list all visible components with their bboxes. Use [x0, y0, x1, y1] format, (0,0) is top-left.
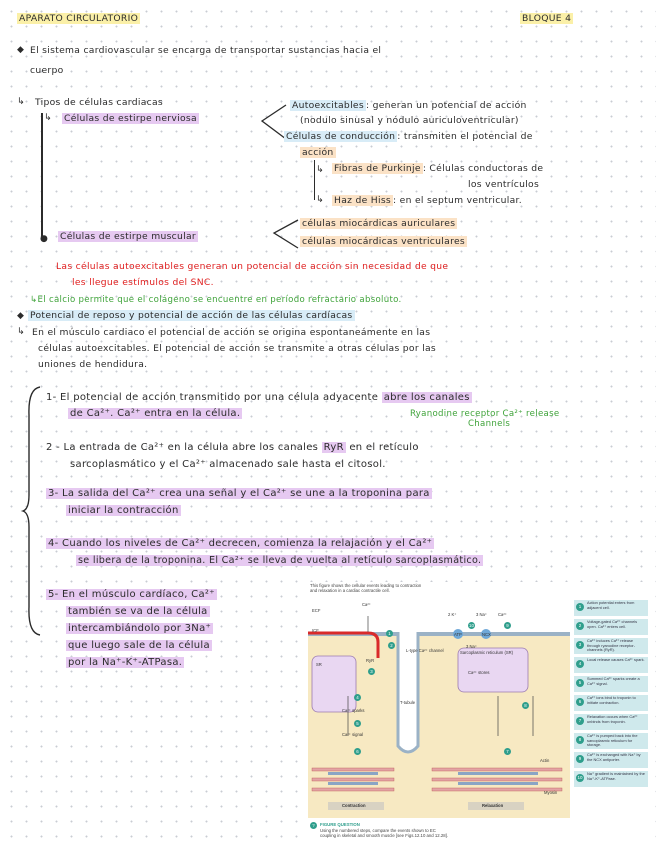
figure-side-step: 4 Local release causes Ca²⁺ spark.	[574, 657, 648, 673]
ncx-label: NCX	[482, 632, 491, 637]
figure-step-badge: 2	[388, 642, 395, 649]
types-arrow-icon: ↳	[17, 96, 25, 107]
step-2-line-1: 2 - La entrada de Ca²⁺ en la célula abre los canales RyR en el retículo	[46, 442, 419, 453]
purkinje-arrow-icon: ↳	[316, 164, 324, 175]
figure-step-badge: 9	[504, 622, 511, 629]
ca-out-label: Ca²⁺	[498, 612, 507, 617]
nervous-arrow-icon: ↳	[44, 112, 52, 123]
contraction-label: Contraction	[342, 803, 366, 808]
step-5-line-4: que luego sale de la célula	[68, 640, 210, 651]
figure-step-badge: 10	[469, 623, 474, 628]
step-5-line-1: 5- En el músculo cardíaco, Ca²⁺	[48, 589, 215, 600]
figure-side-step: 6 Ca²⁺ ions bind to troponin to initiate contraction.	[574, 695, 648, 711]
actin-label: Actin	[540, 758, 550, 763]
figure-step-badge: 5	[354, 720, 361, 727]
signal-label: Ca²⁺ signal	[342, 732, 364, 737]
section2-p3: uniones de hendidura.	[38, 359, 148, 370]
figure-step-badge: 8	[522, 702, 529, 709]
figure-side-step: 10 Na⁺ gradient is maintained by the Na⁺-K⁺-ATPase.	[574, 771, 648, 787]
figure-step-badge: 3	[368, 668, 375, 675]
figure-side-step: 2 Voltage-gated Ca²⁺ channels open. Ca²⁺ enters cell.	[574, 619, 648, 635]
cardiac-cell-diagram	[308, 596, 570, 818]
figure-question-1: Using the numbered steps, compare the events shown to EC	[320, 828, 436, 833]
autoexcitable-line: Autoexcitables : generan un potencial de acción	[292, 100, 527, 111]
purkinje-desc: los ventrículos	[468, 179, 540, 190]
figure-caption-2: and relaxation in a cardiac contractile cell.	[310, 588, 390, 593]
section2-arrow-icon: ↳	[17, 326, 25, 337]
step-3-line-2: iniciar la contracción	[68, 505, 179, 516]
sr-label: SR	[316, 662, 322, 667]
ryr-note: Ryanodine receptor Ca²⁺ release Channels	[410, 409, 560, 429]
na3b-label: 3 Na⁺	[466, 644, 478, 649]
his-arrow-icon: ↳	[316, 194, 324, 205]
step-5-line-2: también se va de la célula	[68, 606, 208, 617]
figure-side-step: 9 Ca²⁺ is exchanged with Na⁺ by the NCX antiporter.	[574, 752, 648, 768]
steps-brace	[22, 385, 42, 637]
purkinje-line: Fibras de Purkinje : Células conductoras de	[334, 163, 544, 174]
figure-step-badge: 6	[354, 748, 361, 755]
green-note: ↳El calcio permite que el colágeno se encuentre en período refractario absoluto.	[30, 295, 402, 305]
page-title: APARATO CIRCULATORIO	[19, 13, 139, 24]
autoexcitable-desc: (nodulo sinusal y nódulo auriculoventricular)	[300, 115, 519, 126]
figure-question-2: coupling in skeletal and smooth muscle [see Figs.12.10 and 12.28].	[320, 833, 449, 838]
ca-ecf-label: Ca²⁺	[362, 602, 371, 607]
figure-step-badge: 1	[386, 630, 393, 637]
figure-step-badge: 7	[504, 748, 511, 755]
section2-title: Potencial de reposo y potencial de acción de las células cardíacas	[30, 310, 353, 321]
muscular-bullet-icon: ●	[40, 234, 49, 244]
figure-side-step: 1 Action potential enters from adjacent cell.	[574, 600, 648, 616]
atp-label: ATP	[454, 632, 462, 637]
figure-side-step: 5 Summed Ca²⁺ sparks create a Ca²⁺ signal.	[574, 676, 648, 692]
conduction-desc: acción	[302, 147, 334, 158]
bullet-icon: ◆	[17, 45, 25, 55]
figure-caption-1: This figure shows the cellular events leading to contraction	[310, 583, 422, 588]
question-icon: ?	[310, 822, 317, 829]
section2-p2: células autoexcitables. El potencial de acción se transmite a otras células por las	[38, 343, 437, 354]
step-4-line-1: 4- Cuando los niveles de Ca²⁺ decrecen, comienza la relajación y el Ca²⁺	[48, 538, 433, 549]
figure-side-step: 8 Ca²⁺ is pumped back into the sarcoplasmic reticulum for storage.	[574, 733, 648, 749]
relaxation-label: Relaxation	[482, 803, 504, 808]
types-heading: Tipos de células cardiacas	[35, 97, 163, 108]
ecf-label: ECF	[312, 608, 321, 613]
intro-line-1: El sistema cardiovascular se encarga de transportar sustancias hacia el	[30, 45, 382, 56]
muscular-ventricular: células miocárdicas ventriculares	[302, 236, 465, 247]
section2-p1: En el músculo cardiaco el potencial de acción se origina espontaneámente en las	[32, 327, 431, 338]
intro-line-2: cuerpo	[30, 65, 64, 76]
muscular-atrial: células miocárdicas auriculares	[302, 218, 456, 229]
block-label: BLOQUE 4	[522, 13, 572, 24]
red-note-line-2: les llegue estímulos del SNC.	[72, 277, 214, 288]
step-4-line-2: se libera de la troponina. El Ca²⁺ se lleva de vuelta al retículo sarcoplasmático.	[78, 555, 482, 566]
figure-side-step: 3 Ca²⁺ induces Ca²⁺ release through ryanodine receptor-channels (RyR).	[574, 638, 648, 654]
figure-step-badge: 4	[354, 694, 361, 701]
red-note-line-1: Las células autoexcitables generan un potencial de acción sin necesidad de que	[56, 261, 449, 272]
section2-bullet-icon: ◆	[17, 311, 25, 321]
t-tubule-label: T-tubule	[400, 700, 416, 705]
his-line: Haz de Hiss : en el septum ventricular.	[334, 195, 522, 206]
figure-question-title: FIGURE QUESTION	[320, 822, 360, 827]
sparks-label: Ca²⁺ sparks	[342, 708, 365, 713]
sarco-label: Sarcoplasmic reticulum (SR)	[460, 650, 514, 655]
muscular-label: Células de estirpe muscular	[60, 231, 197, 242]
k-label: 2 K⁺	[448, 612, 457, 617]
step-1-line-2: de Ca²⁺. Ca²⁺ entra en la célula.	[70, 408, 241, 419]
step-3-line-1: 3- La salida del Ca²⁺ crea una señal y el Ca²⁺ se une a la troponina para	[48, 488, 430, 499]
nervous-label: Células de estirpe nerviosa	[64, 113, 197, 124]
myosin-label: Myosin	[544, 790, 558, 795]
ryr-label: RyR	[366, 658, 375, 663]
ec-coupling-figure	[308, 582, 652, 844]
step-5-line-3: intercambiándolo por 3Na⁺	[68, 623, 212, 634]
icf-label: ICF	[312, 628, 319, 633]
muscular-brace	[270, 218, 300, 252]
tree-vertical-line	[41, 113, 43, 240]
figure-side-step: 7 Relaxation occurs when Ca²⁺ unbinds from troponin.	[574, 714, 648, 730]
step-1-line-1: 1- El potencial de acción transmitido por una célula adyacente abre los canales	[46, 392, 470, 403]
ltype-label: L-type Ca²⁺ channel	[406, 648, 444, 653]
step-2-line-2: sarcoplasmático y el Ca²⁺ almacenado sale hasta el citosol.	[70, 459, 386, 470]
na3-label: 3 Na⁺	[476, 612, 488, 617]
ca-stores-label: Ca²⁺ stores	[468, 670, 490, 675]
step-5-line-5: por la Na⁺-K⁺-ATPasa.	[68, 657, 183, 668]
conduction-line: Células de conducción : transmiten el potencial de	[286, 131, 533, 142]
